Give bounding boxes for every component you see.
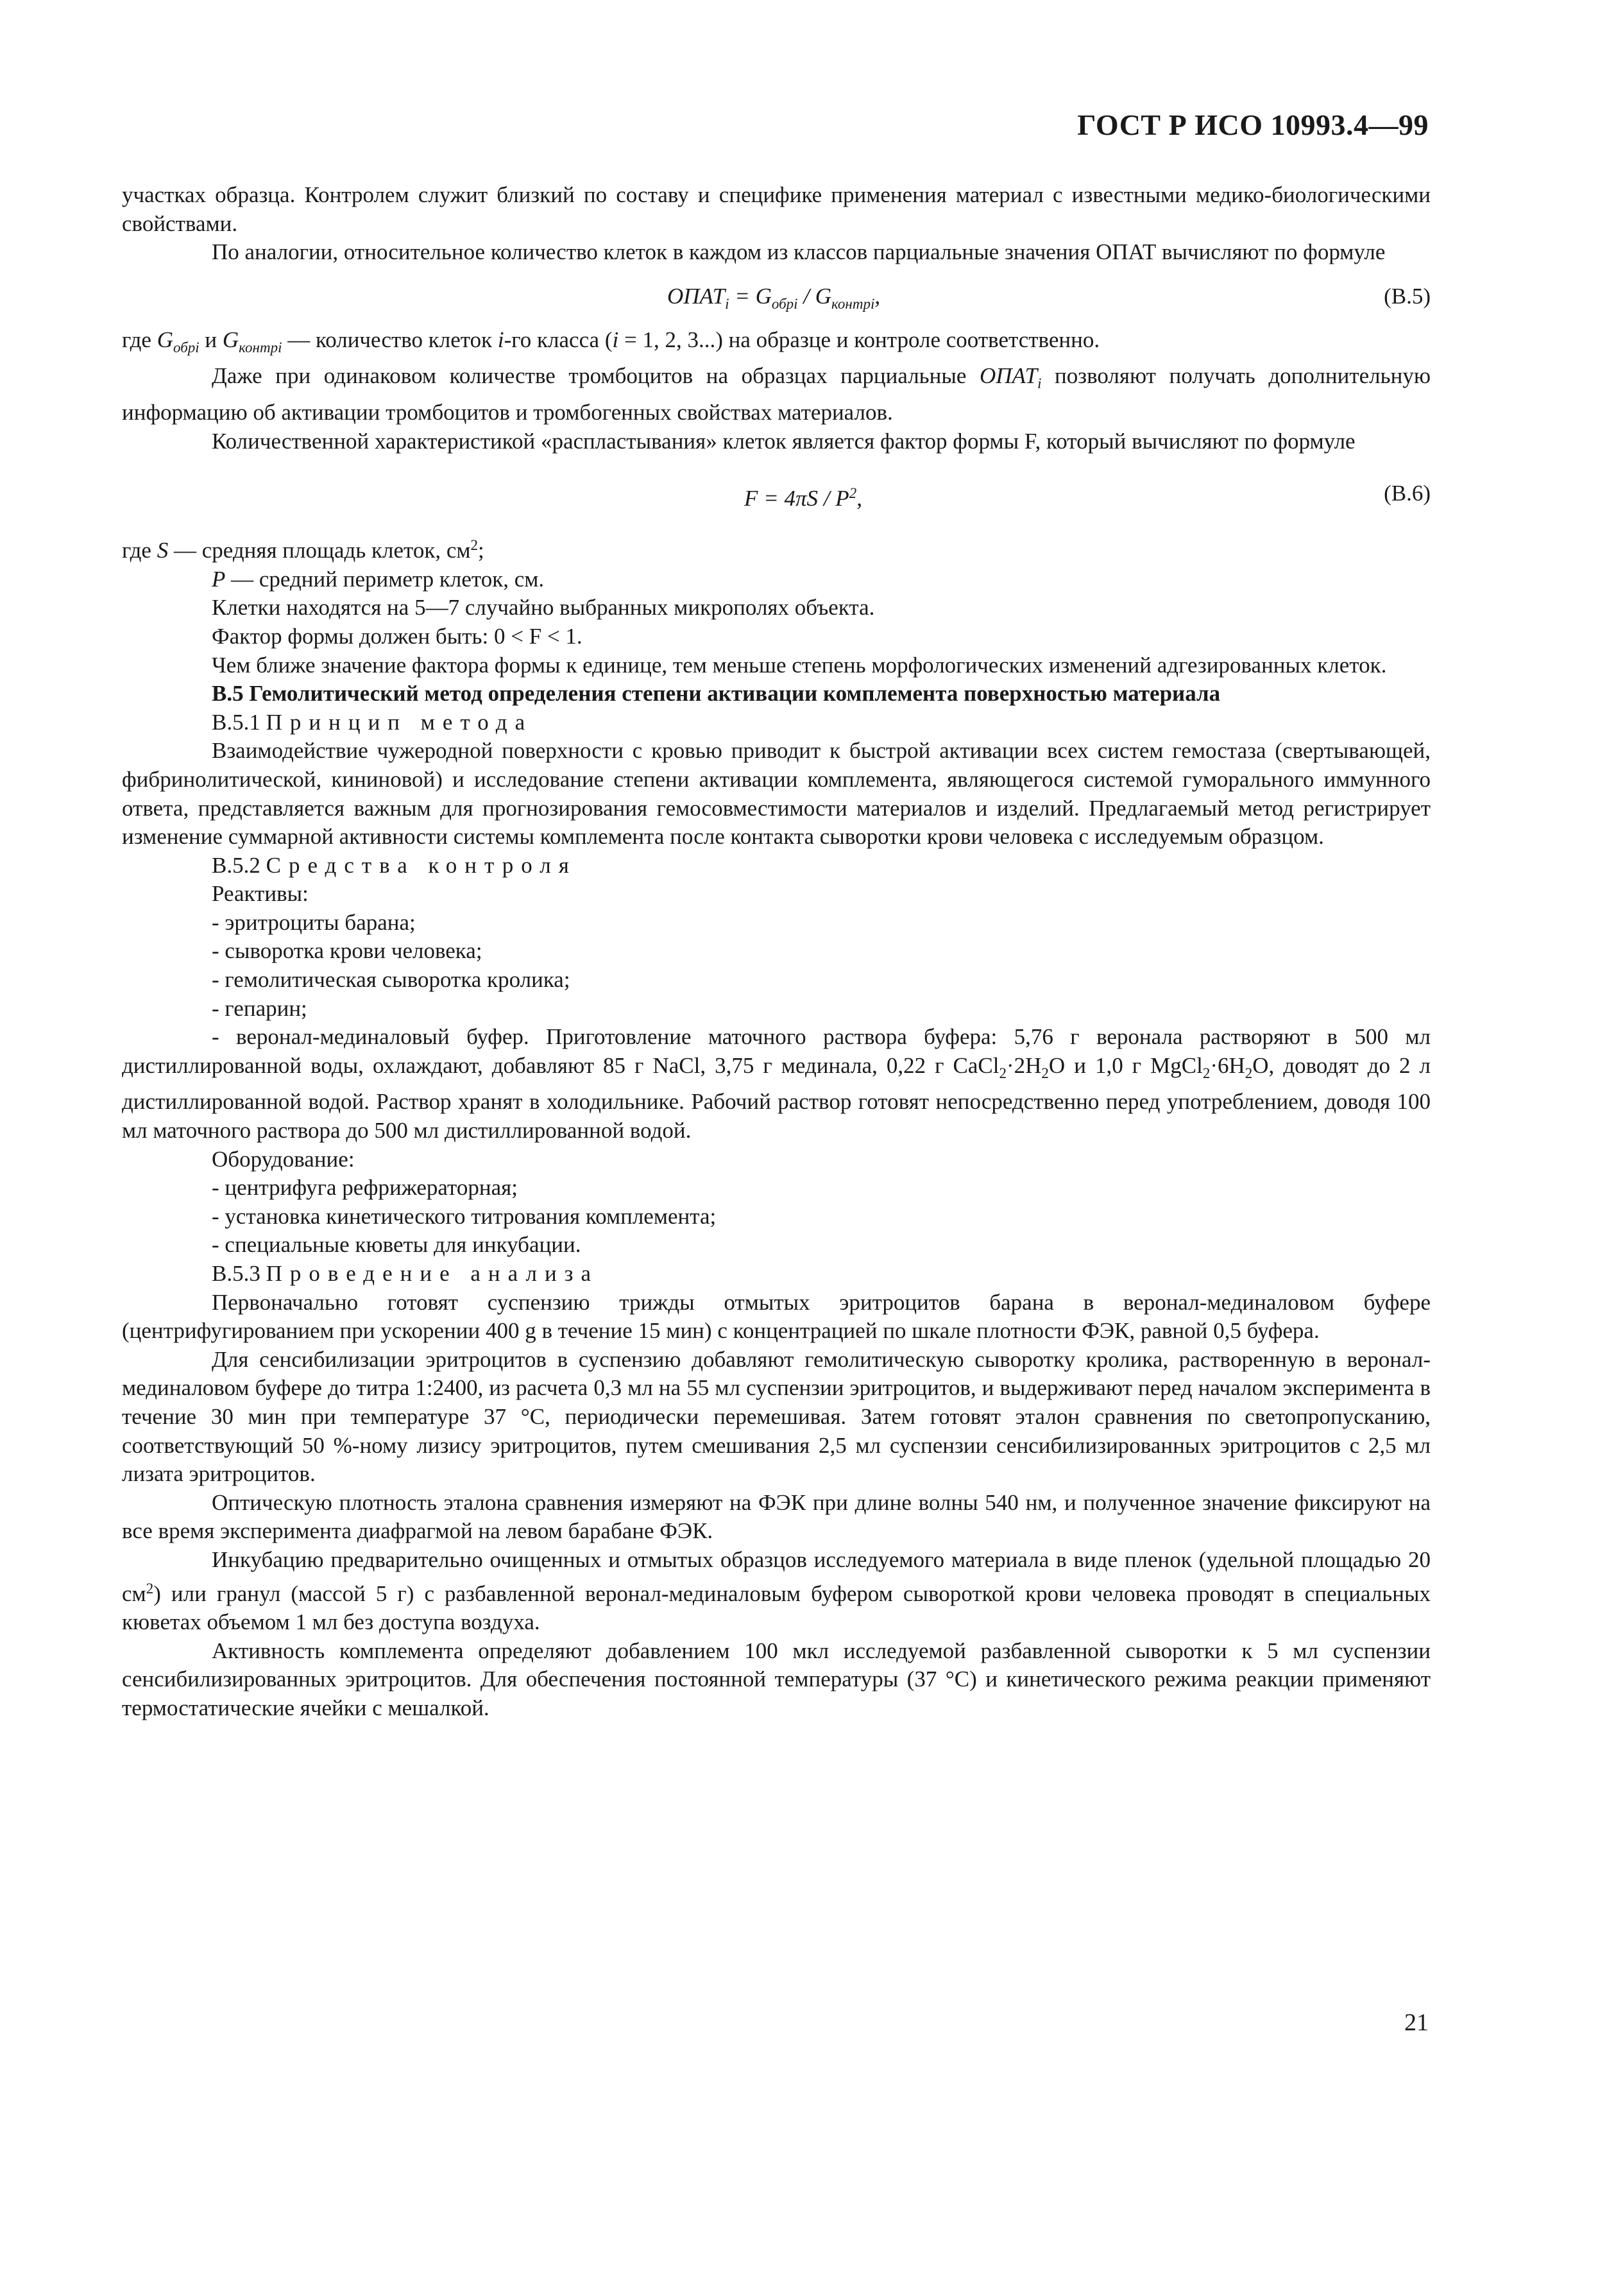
list-item: - гемолитическая сыворотка кролика; xyxy=(212,967,570,993)
paragraph: Активность комплемента определяют добавлением 100 мкл исследуемой разбавленной сыворотки к 5 мл суспензии сенсибилизированных эритроцитов. Для обеспечения постоянной температуры (37 °С) и кинетического режима реакции применяют термостатические ячейки с мешалкой. xyxy=(122,1638,1431,1720)
paragraph: Оборудование: xyxy=(212,1146,355,1172)
standard-code-header: ГОСТ Р ИСО 10993.4—99 xyxy=(1077,108,1429,141)
paragraph: Клетки находятся на 5—7 случайно выбранных микрополях объекта. xyxy=(212,595,875,621)
document-body xyxy=(122,181,1431,1723)
paragraph: Даже при одинаковом количестве тромбоцитов на образцах парциальные $ОПАТ_i$ позволяют получать дополнительную информацию об активации тромбоцитов и тромбогенных свойствах материалов. xyxy=(122,363,1431,425)
list-item: - центрифуга рефрижераторная; xyxy=(212,1175,518,1201)
list-item: - веронал-мединаловый буфер. Приготовление маточного раствора буфера: 5,76 г веронала растворяют в 500 мл дистиллированной воды, охлаждают, добавляют 85 г NaCl, 3,75 г мединала, 0,22 г $CaCl_2\cdot 2H_2O$ и 1,0 г $MgCl_2\cdot 6H_2O$, доводят до 2 л дистиллированной водой. Раствор хранят в холодильнике. Рабочий раствор готовят непосредственно перед употреблением, доводя 100 мл маточного раствора до 500 мл дистиллированной водой. xyxy=(122,1024,1431,1144)
list-item: - установка кинетического титрования комплемента; xyxy=(212,1203,717,1229)
paragraph: Фактор формы должен быть: 0 < F < 1. xyxy=(212,623,582,649)
paragraph: Реактивы: xyxy=(212,881,309,907)
paragraph: Для сенсибилизации эритроцитов в суспензию добавляют гемолитическую сыворотку кролика, растворенную в веронал-мединаловом буфере до титра 1:2400, из расчета 0,3 мл на 55 мл суспензии эритроцитов, и выдерживают перед началом эксперимента в течение 30 мин при температуре 37 °С, периодически перемешивая. Затем готовят эталон сравнения по светопропусканию, соответствующий 50 %-ному лизису эритроцитов, путем смешивания 2,5 мл суспензии сенсибилизированных эритроцитов с 2,5 мл лизата эритроцитов. xyxy=(122,1346,1431,1487)
paragraph: Оптическую плотность эталона сравнения измеряют на ФЭК при длине волны 540 нм, и полученное значение фиксируют на все время эксперимента диафрагмой на левом барабане ФЭК. xyxy=(122,1489,1431,1544)
paragraph: Чем ближе значение фактора формы к единице, тем меньше степень морфологических изменений адгезированных клеток. xyxy=(212,652,1387,678)
section-heading-b5: В.5 Гемолитический метод определения степени активации комплемента поверхностью материала xyxy=(212,681,1221,707)
formula-b5 xyxy=(122,267,1431,326)
paragraph: где $G_{обрi}$ и $G_{контрi}$ — количество клеток i-го класса (i = 1, 2, 3...) на образце и контроле соответственно. xyxy=(122,327,1100,356)
paragraph: участках образца. Контролем служит близкий по составу и специфике применения материал с известными медико-биологическими свойствами. xyxy=(122,182,1431,236)
subsection-heading-b51: В.5.1 Принцип метода xyxy=(212,709,533,735)
list-item: - эритроциты барана; xyxy=(212,909,416,935)
paragraph: По аналогии, относительное количество клеток в каждом из классов парциальные значения ОПАТ вычисляют по формуле xyxy=(212,239,1386,265)
list-item: - специальные кюветы для инкубации. xyxy=(212,1232,581,1258)
paragraph: Взаимодействие чужеродной поверхности с кровью приводит к быстрой активации всех систем гемостаза (свертывающей, фибринолитической, кининовой) и исследование степени активации комплемента, являющегося системой гуморального иммунного ответа, представляется важным для прогнозирования гемосовместимости материалов и изделий. Предлагаемый метод регистрирует изменение суммарной активности системы комплемента после контакта сыворотки крови человека с исследуемым образцом. xyxy=(122,738,1431,850)
list-item: - сыворотка крови человека; xyxy=(212,938,482,964)
formula-number: (В.5) xyxy=(1384,283,1431,309)
paragraph: Первоначально готовят суспензию трижды отмытых эритроцитов барана в веронал-мединаловом буфере (центрифугированием при ускорении 400 g в течение 15 мин) с концентрацией по шкале плотности ФЭК, равной 0,5 буфера. xyxy=(122,1289,1431,1344)
paragraph: где S — средняя площадь клеток, $см^2$; xyxy=(122,537,484,563)
formula-expression: $ОПАТ_i = G_{обрi} / G_{контрi}$, xyxy=(667,283,881,312)
formula-number: (В.6) xyxy=(1384,481,1431,506)
list-item: - гепарин; xyxy=(212,995,307,1021)
paragraph: P — средний периметр клеток, см. xyxy=(212,566,545,592)
formula-expression: $F = 4\pi S / P^2$, xyxy=(744,485,862,511)
page-number: 21 xyxy=(1404,2009,1429,2036)
subsection-heading-b53: В.5.3 Проведение анализа xyxy=(212,1261,599,1286)
paragraph: Количественной характеристикой «распластывания» клеток является фактор формы F, который вычисляют по формуле xyxy=(212,428,1356,454)
formula-b6 xyxy=(122,456,1431,531)
paragraph: Инкубацию предварительно очищенных и отмытых образцов исследуемого материала в виде пленок (удельной площадью 20 $см^2$) или гранул (массой 5 г) с разбавленной веронал-мединаловым буфером сывороткой крови человека проводят в специальных кюветах объемом 1 мл без доступа воздуха. xyxy=(122,1546,1431,1635)
subsection-heading-b52: В.5.2 Средства контроля xyxy=(212,852,577,878)
